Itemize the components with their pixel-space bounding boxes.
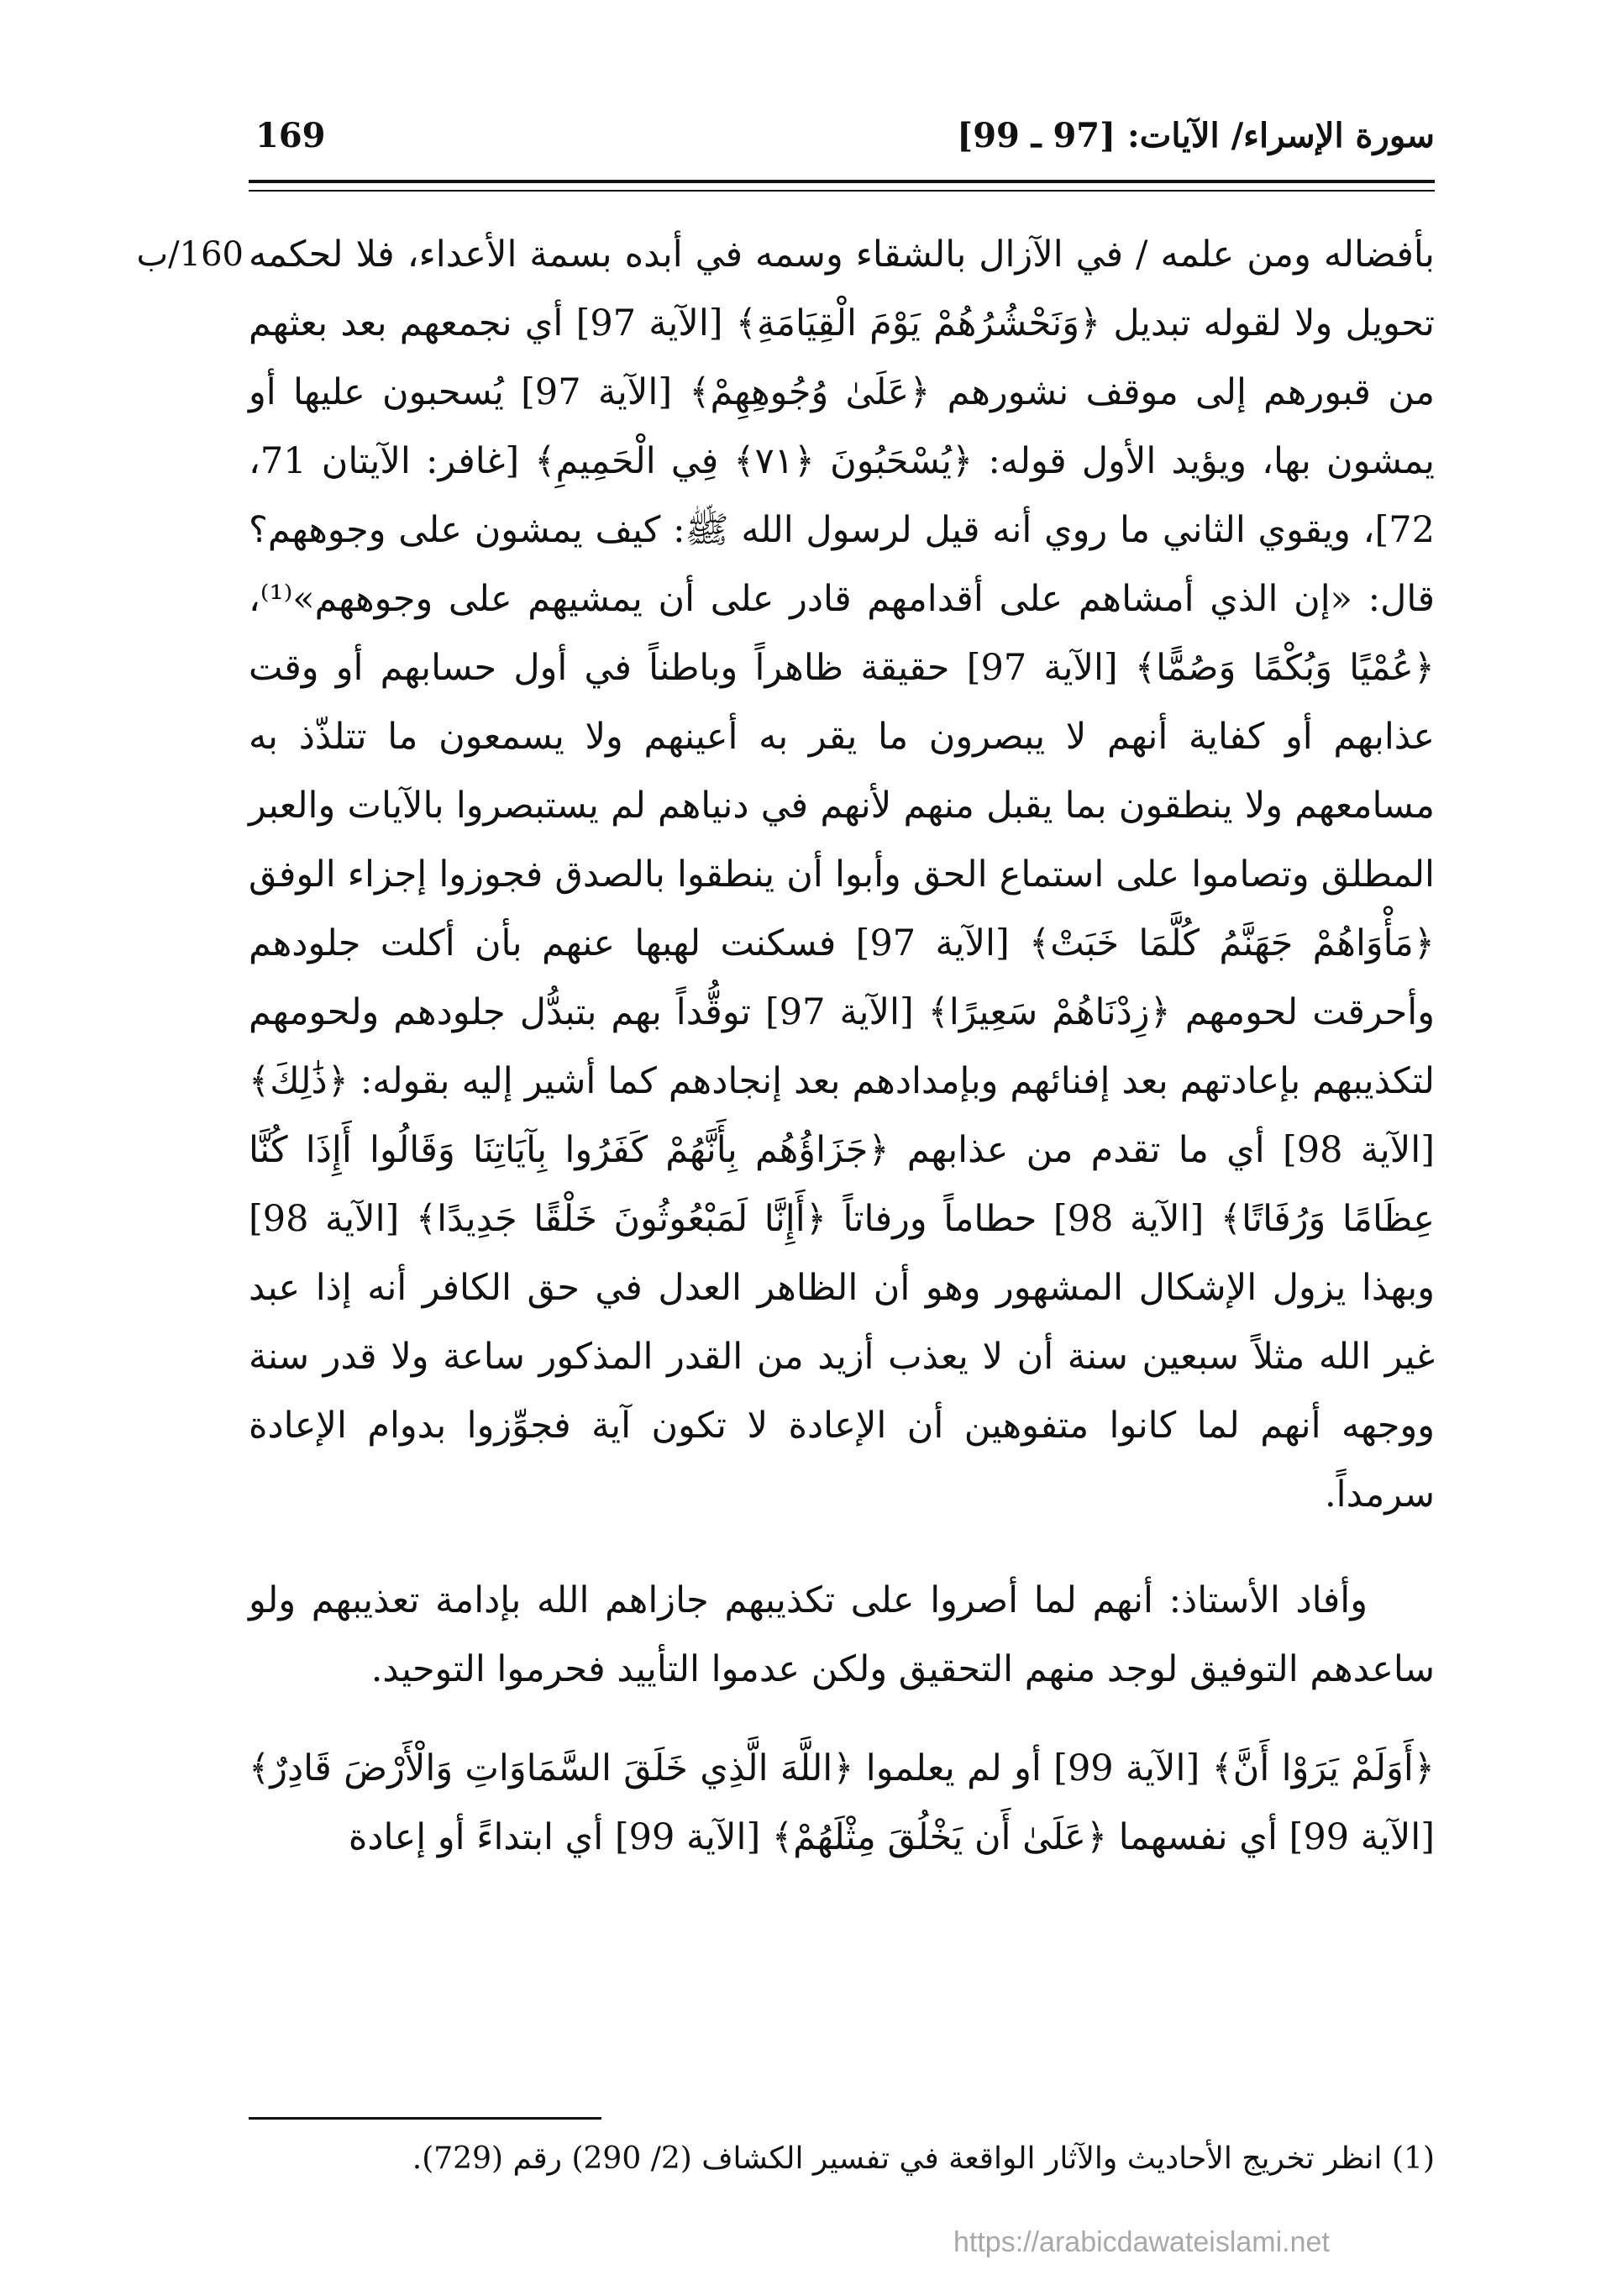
main-text	[249, 220, 1435, 1872]
header-rule-thick	[249, 180, 1435, 183]
watermark-url: https://arabicdawateislami.net	[953, 2226, 1330, 2258]
paragraph-2: وأفاد الأستاذ: أنهم لما أصروا على تكذيبهم جازاهم الله بإدامة تعذيبهم ولو ساعدهم التوفيق لوجد منهم التحقيق ولكن عدموا التأييد فحرموا التوحيد.	[249, 1579, 1435, 1690]
running-head: سورة الإسراء/ الآيات: [97 ـ 99]	[957, 116, 1435, 155]
paragraph-3: ﴿أَوَلَمْ يَرَوْا أَنَّ﴾ [الآية 99] أو لم يعلموا ﴿اللَّهَ الَّذِي خَلَقَ السَّمَاوَاتِ وَالْأَرْضَ قَادِرٌ﴾ [الآية 99] أي نفسهما ﴿عَلَىٰ أَن يَخْلُقَ مِثْلَهُمْ﴾ [الآية 99] أي ابتداءً أو إعادة	[249, 1747, 1435, 1858]
page-header	[249, 116, 1435, 175]
folio-reference: 160/ب	[136, 235, 244, 274]
page-number: 169	[255, 116, 326, 155]
paragraph-1: بأفضاله ومن علمه / في الآزال بالشقاء وسمه في أبده بسمة الأعداء، فلا لحكمه تحويل ولا لقوله تبديل ﴿وَنَحْشُرُهُمْ يَوْمَ الْقِيَامَةِ﴾ [الآية 97] أي نجمعهم بعد بعثهم من قبورهم إلى موقف نشورهم ﴿عَلَىٰ وُجُوهِهِمْ﴾ [الآية 97] يُسحبون عليها أو يمشون بها، ويؤيد الأول قوله: ﴿يُسْحَبُونَ ﴿٧١﴾ فِي الْحَمِيمِ﴾ [غافر: الآيتان 71، 72]، ويقوي الثاني ما روي أنه قيل لرسول الله ﷺ: كيف يمشون على وجوههم؟ قال: «إن الذي أمشاهم على أقدامهم قادر على أن يمشيهم على وجوههم»⁽¹⁾، ﴿عُمْيًا وَبُكْمًا وَصُمًّا﴾ [الآية 97] حقيقة ظاهراً وباطناً في أول حسابهم أو وقت عذابهم أو كفاية أنهم لا يبصرون ما يقر به أعينهم ولا يسمعون ما تتلذّذ به مسامعهم ولا ينطقون بما يقبل منهم لأنهم في دنياهم لم يستبصروا بالآيات والعبر المطلق وتصاموا على استماع الحق وأبوا أن ينطقوا بالصدق فجوزوا إجزاء الوفق ﴿مَأْوَاهُمْ جَهَنَّمُ كُلَّمَا خَبَتْ﴾ [الآية 97] فسكنت لهبها عنهم بأن أكلت جلودهم وأحرقت لحومهم ﴿زِدْنَاهُمْ سَعِيرًا﴾ [الآية 97] توقُّداً بهم بتبدُّل جلودهم ولحومهم لتكذيبهم بإعادتهم بعد إفنائهم وبإمدادهم بعد إنجادهم كما أشير إليه بقوله: ﴿ذَٰلِكَ﴾ [الآية 98] أي ما تقدم من عذابهم ﴿جَزَاؤُهُم بِأَنَّهُمْ كَفَرُوا بِآيَاتِنَا وَقَالُوا أَإِذَا كُنَّا عِظَامًا وَرُفَاتًا﴾ [الآية 98] حطاماً ورفاتاً ﴿أَإِنَّا لَمَبْعُوثُونَ خَلْقًا جَدِيدًا﴾ [الآية 98] وبهذا يزول الإشكال المشهور وهو أن الظاهر العدل في حق الكافر أنه إذا عبد غير الله مثلاً سبعين سنة أن لا يعذب أزيد من القدر المذكور ساعة ولا قدر سنة ووجهه أنهم لما كانوا متفوهين أن الإعادة لا تكون آية فجوِّزوا بدوام الإعادة سرمداً.	[249, 234, 1436, 1516]
footnote: (1) انظر تخريج الأحاديث والآثار الواقعة في تفسير الكشاف (2/ 290) رقم (729).	[412, 2141, 1435, 2176]
footnote-rule	[249, 2117, 601, 2120]
header-rule-thin	[249, 190, 1435, 192]
